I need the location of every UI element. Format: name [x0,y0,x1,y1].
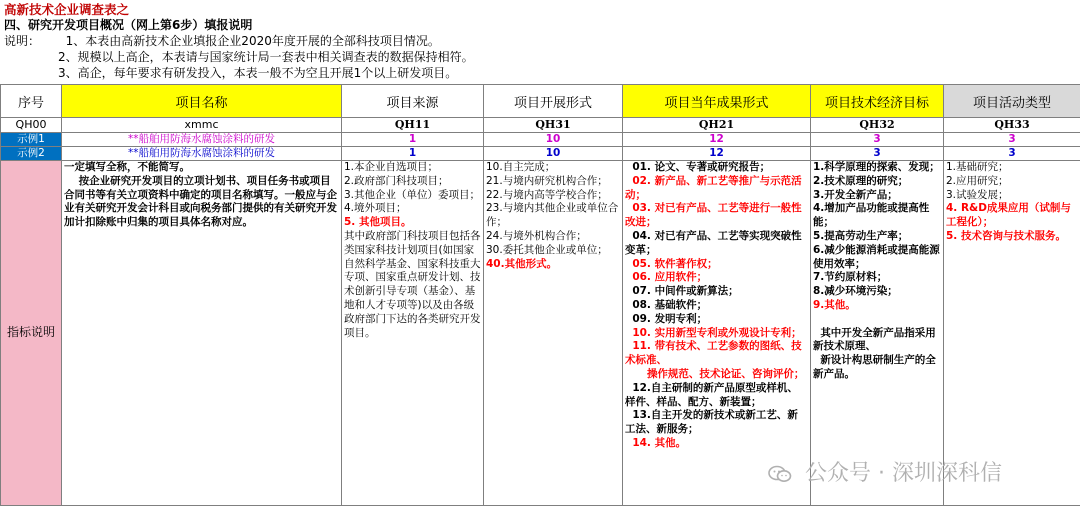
desc-list-item: 2.政府部门科技项目； [344,174,449,187]
sheet-title: 高新技术企业调查表之 [4,2,130,17]
desc-list-item: 5. 技术咨询与技术服务。 [946,229,1066,242]
desc-list-item: 1.基础研究； [946,161,1009,173]
desc-list-item: 30.委托其他企业或单位； [486,243,608,256]
code-cell[interactable]: xmmc [62,118,342,133]
desc-result[interactable] [623,161,811,506]
example-result[interactable]: 12 [623,147,811,161]
desc-list-item: 01. 论文、专著或研究报告； [625,161,771,173]
section-heading: 四、研究开发项目概况（网上第6步）填报说明 [4,18,253,32]
desc-list-item: 9.其他。 [813,298,856,311]
desc-list-item: 08. 基础软件； [625,298,708,311]
desc-list-item: 1.本企业自选项目； [344,161,439,173]
code-cell[interactable]: QH33 [944,118,1080,133]
desc-list-item: 其中开发全新产品指采用新技术原理、 新设计构思研制生产的全新产品。 [813,326,936,380]
col-header-project-form[interactable]: 项目开展形式 [484,85,623,118]
col-header-result-form[interactable]: 项目当年成果形式 [623,85,811,118]
desc-list-item: 4.境外项目； [344,202,407,215]
col-header-tech-goal[interactable]: 项目技术经济目标 [811,85,944,118]
desc-list-item: 6.减少能源消耗或提高能源使用效率； [813,243,940,270]
desc-list-item: 07. 中间件或新算法； [625,285,739,298]
code-cell[interactable]: QH21 [623,118,811,133]
indicator-table [0,84,1080,506]
code-cell[interactable]: QH11 [342,118,484,133]
desc-list-item: 02. 新产品、新工艺等推广与示范活动； [625,174,802,201]
code-cell[interactable]: QH00 [1,118,62,133]
desc-list-item: 8.减少环境污染； [813,285,898,298]
desc-list-item [813,313,941,327]
desc-name-text: 一定填写全称，不能简写。 按企业研究开发项目的立项计划书、项目任务书或项目合同书等有关立项资料中确定的项目名称填写。一般应与企业有关研究开发会计科目或向税务部门提供的有关研究开发加计扣除账中归集的项目具体名称对应。 [64,161,337,229]
desc-list-item: 05. 软件著作权； [625,257,718,270]
desc-list-item: 1.科学原理的探索、发现； [813,161,940,173]
desc-list-item: 24.与境外机构合作； [486,229,587,242]
desc-list-item: 5.提高劳动生产率； [813,229,909,242]
wechat-icon [768,465,792,483]
example-goal[interactable]: 3 [811,147,944,161]
desc-list-item: 22.与境内高等学校合作； [486,188,608,201]
col-header-seq[interactable]: 序号 [1,85,62,118]
desc-list-item: 03. 对已有产品、工艺等进行一般性改进； [625,202,802,229]
example-label[interactable]: 示例2 [1,147,62,161]
desc-list-item: 7.节约原材料； [813,271,888,284]
code-cell[interactable]: QH32 [811,118,944,133]
desc-type[interactable] [944,161,1080,506]
desc-list-item: 10. 实用新型专利或外观设计专利； [625,326,802,339]
example-row [1,147,1080,161]
field-code-row [1,118,1080,133]
desc-list-item: 5. 其他项目。 [344,216,412,229]
desc-list-item: 3.开发全新产品； [813,188,898,201]
col-header-project-name[interactable]: 项目名称 [62,85,342,118]
note-text-2: 2、规模以上高企，本表请与国家统计局一套表中相关调查表的数据保持相符。 [58,50,474,64]
desc-goal[interactable] [811,161,944,506]
note-line-3 [58,66,457,81]
col-header-project-source[interactable]: 项目来源 [342,85,484,118]
example-project-name[interactable]: **船舶用防海水腐蚀涂料的研发 [62,147,342,161]
desc-list-item: 2.技术原理的研究； [813,174,909,187]
code-cell[interactable]: QH31 [484,118,623,133]
watermark [768,456,1002,487]
example-result[interactable]: 12 [623,133,811,147]
desc-list-item: 23.与境内其他企业或单位合作； [486,202,619,229]
desc-list-item: 06. 应用软件； [625,271,708,284]
example-source[interactable]: 1 [342,133,484,147]
desc-list-item: 4.增加产品功能或提高性能； [813,202,930,229]
desc-list-item: 其中政府部门科技项目包括各类国家科技计划项目(如国家自然科学基金、国家科技重大专项、国家重点研发计划、技术创新引导专项（基金）、基地和人才专项等)以及由各级政府部门下达的各类研究开发项目。 [344,229,481,339]
desc-list-item: 21.与境内研究机构合作； [486,174,608,187]
example-source[interactable]: 1 [342,147,484,161]
example-project-name[interactable]: **船舶用防海水腐蚀涂料的研发 [62,133,342,147]
desc-project-name[interactable] [62,161,342,506]
desc-list-item: 3.其他企业（单位）委项目； [344,188,481,201]
column-header-row [1,85,1080,118]
note-line-2 [58,50,474,65]
description-row [1,161,1080,506]
example-goal[interactable]: 3 [811,133,944,147]
example-row [1,133,1080,147]
desc-list-item: 10.自主完成； [486,161,556,173]
example-form[interactable]: 10 [484,133,623,147]
example-label[interactable]: 示例1 [1,133,62,147]
note-label: 说明： [4,34,41,48]
watermark-text: 公众号 · 深圳深科信 [805,461,1002,486]
desc-list-item: 40.其他形式。 [486,257,558,270]
desc-list-item: 12.自主研制的新产品原型或样机、样件、样品、配方、新装置； [625,381,798,408]
example-form[interactable]: 10 [484,147,623,161]
desc-row-label[interactable]: 指标说明 [1,161,62,506]
desc-list-item: 09. 发明专利； [625,312,708,325]
desc-list-item: 13.自主开发的新技术或新工艺、新工法、新服务； [625,409,798,436]
desc-list-item: 14. 其他。 [625,436,687,449]
example-type[interactable]: 3 [944,133,1080,147]
desc-source[interactable] [342,161,484,506]
desc-list-item: 3.试验发展； [946,188,1009,201]
note-text-3: 3、高企，每年要求有研发投入，本表一般不为空且开展1个以上研发项目。 [58,66,458,80]
desc-list-item: 11. 带有技术、工艺参数的图纸、技术标准、 操作规范、技术论证、咨询评价； [625,340,805,380]
desc-form[interactable] [484,161,623,506]
note-text-1: 1、本表由高新技术企业填报企业2020年度开展的全部科技项目情况。 [65,34,440,48]
example-type[interactable]: 3 [944,147,1080,161]
desc-list-item: 4. R&D成果应用（试制与工程化）； [946,202,1071,229]
note-line-1 [4,34,440,49]
desc-list-item: 2.应用研究； [946,174,1009,187]
col-header-activity-type[interactable]: 项目活动类型 [944,85,1080,118]
desc-list-item: 04. 对已有产品、工艺等实现突破性变革； [625,229,802,256]
